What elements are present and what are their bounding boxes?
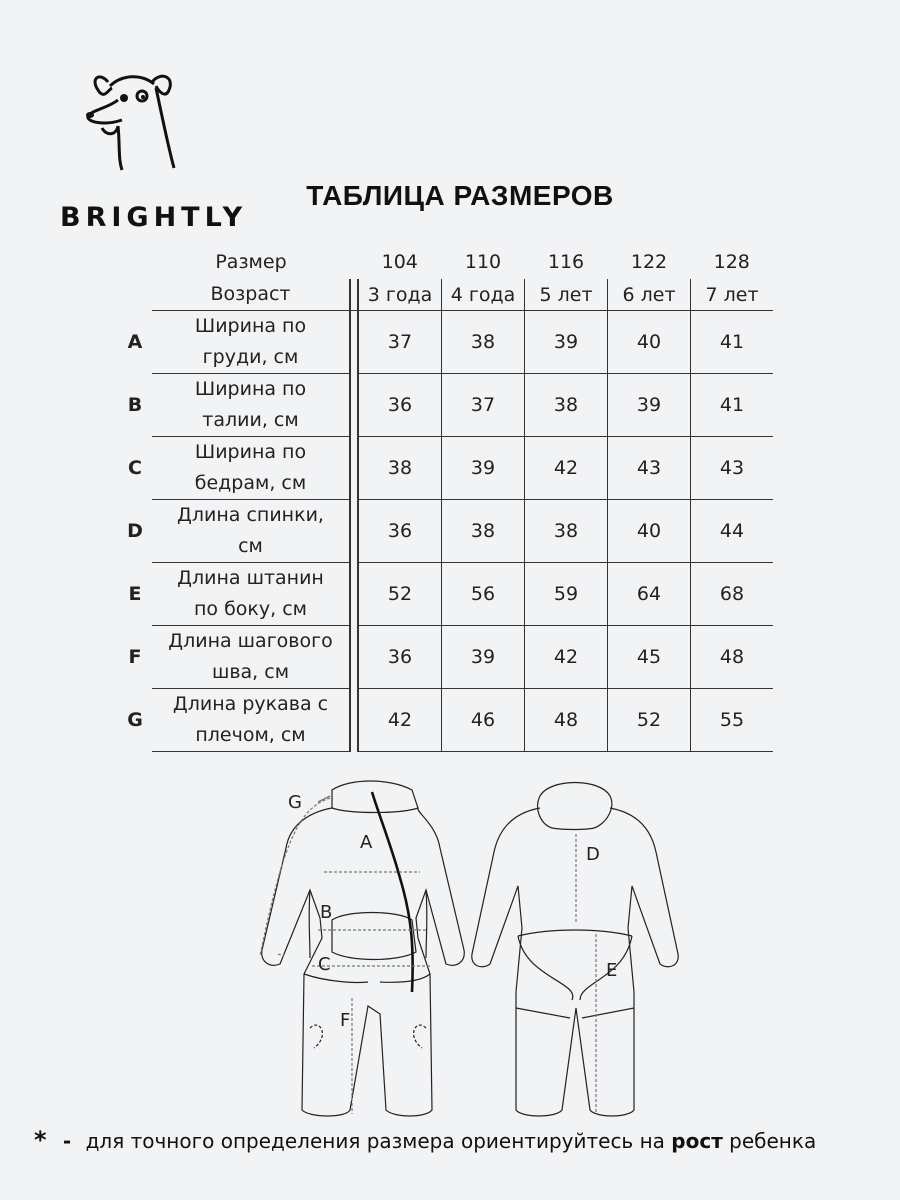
value-cell: 38 (525, 374, 608, 437)
footnote-text-before: для точного определения размера ориентируйтесь на (85, 1129, 665, 1153)
label-b: B (320, 902, 333, 923)
parameter-line: Длина шагового (168, 630, 333, 652)
table-row (118, 500, 773, 563)
value-cell: 64 (608, 563, 691, 626)
value-cell: 46 (442, 689, 525, 752)
size-cell: 104 (381, 251, 418, 273)
label-a: A (360, 832, 373, 853)
front-body (262, 808, 465, 1116)
row-letter: C (128, 457, 142, 479)
age-cell: 6 лет (608, 279, 691, 311)
table-row (118, 626, 773, 689)
label-d: D (586, 844, 600, 865)
value-cell: 36 (358, 626, 442, 689)
row-letter: D (127, 520, 143, 542)
value-cell: 37 (442, 374, 525, 437)
label-c: C (318, 954, 331, 975)
size-cell: 122 (630, 251, 668, 273)
brand-logo (60, 60, 260, 250)
value-cell: 48 (525, 689, 608, 752)
parameter-line: шва, см (211, 661, 290, 683)
age-cell: 7 лет (691, 279, 774, 311)
parameter-name (152, 626, 350, 689)
footnote-star: * (34, 1126, 47, 1154)
label-g: G (288, 792, 302, 813)
parameter-name (152, 311, 350, 374)
value-cell: 37 (358, 311, 442, 374)
row-letter: E (128, 583, 142, 605)
age-cell: 5 лет (525, 279, 608, 311)
brand-name: BRIGHTLY (60, 202, 248, 233)
value-cell: 43 (608, 437, 691, 500)
value-cell: 55 (691, 689, 774, 752)
row-letter: F (128, 646, 142, 668)
double-divider (350, 311, 358, 374)
value-cell: 42 (358, 689, 442, 752)
value-cell: 44 (691, 500, 774, 563)
value-cell: 38 (358, 437, 442, 500)
parameter-name (152, 500, 350, 563)
size-cell: 128 (713, 251, 750, 273)
size-cell: 110 (464, 251, 502, 273)
age-cell: 3 года (358, 279, 442, 311)
footnote-text-after: ребенка (729, 1129, 817, 1153)
back-hood (538, 783, 612, 830)
value-cell: 39 (525, 311, 608, 374)
parameter-name (152, 437, 350, 500)
double-divider (350, 563, 358, 626)
table-row (118, 374, 773, 437)
value-cell: 39 (442, 437, 525, 500)
parameter-line: Длина спинки, (177, 504, 324, 526)
parameter-line: талии, см (202, 409, 299, 431)
parameter-line: груди, см (202, 346, 299, 368)
parameter-line: бедрам, см (194, 472, 307, 494)
table-row (118, 563, 773, 626)
back-body (472, 808, 678, 1116)
label-f: F (340, 1010, 351, 1031)
size-header-row (118, 245, 773, 279)
value-cell: 41 (691, 374, 774, 437)
size-label: Размер (215, 250, 287, 273)
label-e: E (606, 960, 618, 981)
value-cell: 42 (525, 626, 608, 689)
value-cell: 39 (442, 626, 525, 689)
value-cell: 39 (608, 374, 691, 437)
value-cell: 40 (608, 500, 691, 563)
footnote-dash: - (62, 1129, 72, 1153)
parameter-name (152, 563, 350, 626)
parameter-line: плечом, см (195, 724, 306, 746)
row-letter: A (127, 331, 143, 353)
value-cell: 43 (691, 437, 774, 500)
parameter-line: Длина штанин (177, 567, 324, 589)
front-pocket (332, 913, 416, 960)
parameter-line: Ширина по (194, 378, 307, 400)
table-row (118, 689, 773, 752)
age-cell: 4 года (442, 279, 525, 311)
value-cell: 42 (525, 437, 608, 500)
parameter-name (152, 374, 350, 437)
parameter-line: Ширина по (194, 441, 307, 463)
footnote-bold: рост (671, 1129, 723, 1153)
parameter-line: см (238, 535, 263, 557)
value-cell: 56 (442, 563, 525, 626)
value-cell: 41 (691, 311, 774, 374)
parameter-line: Ширина по (194, 315, 307, 337)
zipper-line (372, 792, 413, 992)
front-hood (332, 781, 418, 813)
value-cell: 52 (358, 563, 442, 626)
value-cell: 45 (608, 626, 691, 689)
table-row (118, 311, 773, 374)
footnote (34, 1126, 816, 1154)
dog-logo-icon (78, 60, 188, 172)
value-cell: 40 (608, 311, 691, 374)
size-table (118, 245, 773, 752)
value-cell: 68 (691, 563, 774, 626)
table-row (118, 437, 773, 500)
page-title: ТАБЛИЦА РАЗМЕРОВ (306, 180, 614, 211)
double-divider (350, 500, 358, 563)
value-cell: 36 (358, 374, 442, 437)
parameter-name (152, 689, 350, 752)
row-letter: B (127, 394, 143, 416)
parameter-line: Длина рукава с (172, 693, 329, 715)
value-cell: 36 (358, 500, 442, 563)
age-header-row (118, 279, 773, 311)
value-cell: 52 (608, 689, 691, 752)
row-letter: G (127, 709, 143, 731)
double-divider (350, 626, 358, 689)
garment-diagram (250, 778, 680, 1123)
age-label: Возраст (152, 279, 350, 311)
double-divider (350, 689, 358, 752)
value-cell: 59 (525, 563, 608, 626)
parameter-line: по боку, см (193, 598, 307, 620)
value-cell: 38 (525, 500, 608, 563)
size-cell: 116 (547, 251, 585, 273)
value-cell: 48 (691, 626, 774, 689)
double-divider (350, 437, 358, 500)
value-cell: 38 (442, 500, 525, 563)
double-divider (350, 374, 358, 437)
value-cell: 38 (442, 311, 525, 374)
